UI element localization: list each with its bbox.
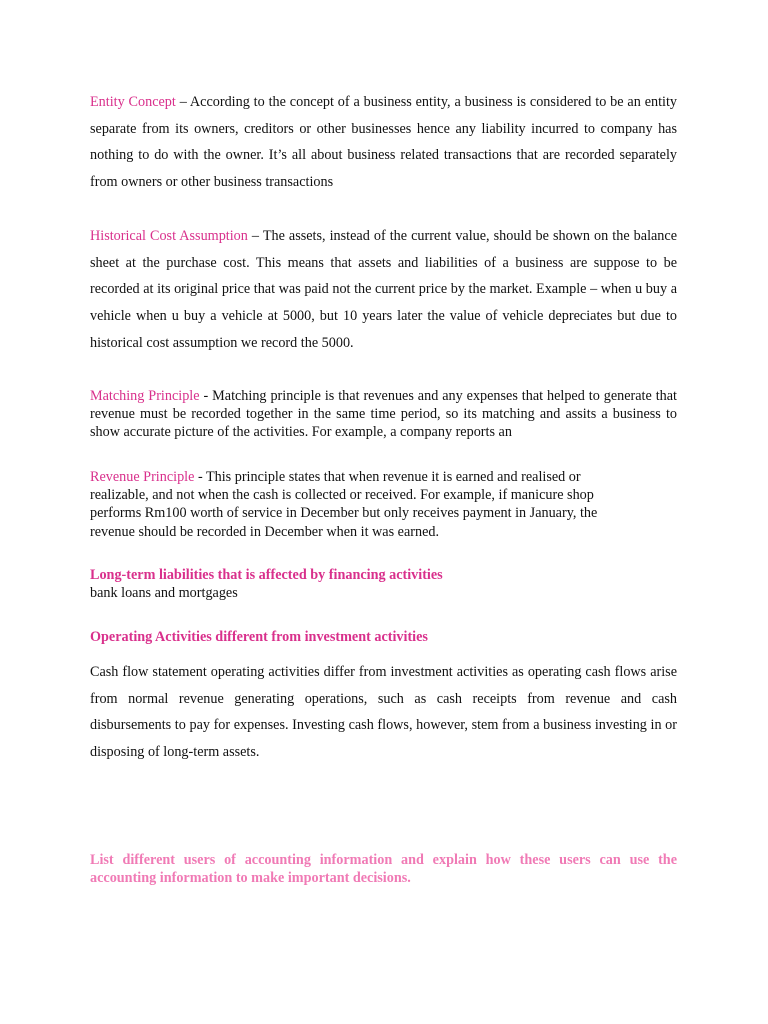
matching-principle-term: Matching Principle [90,388,200,404]
revenue-principle-line-3: performs Rm100 worth of service in December but only receives payment in January, the [90,505,598,522]
revenue-principle-line-4: revenue should be recorded in December when it was earned. [90,523,440,540]
historical-cost-body: The assets, instead of the current value, should be shown on the balance sheet at the purchase cost. This means that assets and liabilities of a business are suppose to be recorded at its original price that was paid not the current price by the market. Example – when u buy a vehicle when u buy a vehicle at 5000, but 10 years later the value of vehicle depreciates but due to historical cost assumption we record the 5000. [90,228,677,351]
historical-cost-paragraph [90,223,677,357]
long-term-liabilities-body: bank loans and mortgages [90,585,238,601]
revenue-principle-term: Revenue Principle [90,469,195,485]
revenue-principle-separator: - [194,469,206,485]
matching-principle-separator: - [199,388,213,404]
revenue-principle-line-2: realizable, and not when the cash is collected or received. For example, if manicure shop [90,487,594,504]
operating-activities-body: Cash flow statement operating activities differ from investment activities as operating cash flows arise from normal revenue generating operations, such as cash receipts from revenue and cash disbursements to pay for expenses. Investing cash flows, however, stem from a business investing in or disposing of long-term assets. [90,664,677,761]
entity-concept-term: Entity Concept [90,94,176,110]
matching-principle-paragraph [90,387,677,442]
historical-cost-term: Historical Cost Assumption [90,228,248,244]
revenue-principle-line-1: This principle states that when revenue it is earned and realised or [205,469,581,485]
matching-principle-body: Matching principle is that revenues and any expenses that helped to generate that revenue must be recorded together in the same time period, so its matching and assits a business to show accurate picture of the activities. For example, a company reports an [90,388,677,441]
entity-concept-paragraph [90,89,677,196]
revenue-principle-paragraph [90,468,677,541]
long-term-liabilities-heading: Long-term liabilities that is affected by financing activities [90,567,443,583]
entity-concept-body: According to the concept of a business entity, a business is considered to be an entity separate from its owners, creditors or other businesses hence any liability incurred to company has nothing to do with the owner. It’s all about business related transactions that are recorded separately from owners or other business transactions [90,94,678,191]
accounting-users-question: List different users of accounting information and explain how these users can use the accounting information to make important decisions. [90,852,677,887]
historical-cost-separator: – [247,228,263,244]
operating-activities-heading: Operating Activities different from investment activities [90,629,428,645]
entity-concept-separator: – [175,94,190,110]
